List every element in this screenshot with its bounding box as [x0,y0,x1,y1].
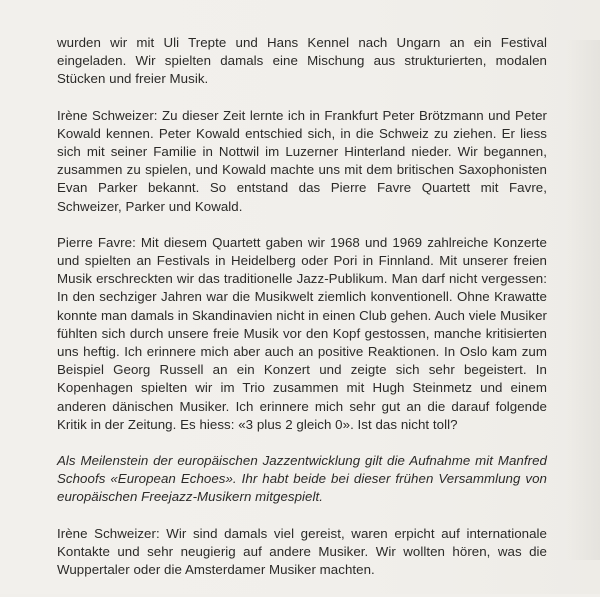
paragraph-schweizer-kowald: Irène Schweizer: Zu dieser Zeit lernte ich in Frankfurt Peter Brötzmann und Peter Kowald kennen. Peter Kowald entschied sich, in die Schweiz zu ziehen. Er liess sich mit seiner Familie in Nottwil im Luzerner Hinterland nieder. Wir begannen, zusammen zu spielen, und Kowald machte uns mit dem britischen Saxophonisten Evan Parker bekannt. So entstand das Pierre Favre Quartett mit Favre, Schweizer, Parker und Kowald. [57,107,547,214]
paragraph-favre-quartett: Pierre Favre: Mit diesem Quartett gaben wir 1968 und 1969 zahlreiche Konzerte und spielten an Festivals in Heidelberg oder Pori in Finnland. Mit unserer freien Musik erschreckten wir das traditionelle Jazz-Publikum. Man darf nicht vergessen: In den sechziger Jahren war die Musikwelt ziemlich konventionell. Ohne Krawatte konnte man damals in Skandinavien nicht in einen Club gehen. Auch viele Musiker fühlten sich durch unsere freie Musik vor den Kopf gestossen, manche kritisierten uns heftig. Ich erinnere mich aber auch an positive Reaktionen. In Oslo kam zum Beispiel Georg Russell an ein Konzert und zeigte sich sehr begeistert. In Kopenhagen spielten wir im Trio zusammen mit Hugh Steinmetz und einem anderen dänischen Musiker. Ich erinnere mich sehr gut an die darauf folgende Kritik in der Zeitung. Es hiess: «3 plus 2 gleich 0». Ist das nicht toll? [57,234,547,432]
page-gutter-shadow [566,40,600,560]
paragraph-festival-ungarn: wurden wir mit Uli Trepte und Hans Kennel nach Ungarn an ein Festival eingeladen. Wir spielten damals eine Mischung aus strukturierten, modalen Stücken und freier Musik. [57,35,547,87]
paragraph-interviewer-question: Als Meilenstein der europäischen Jazzentwicklung gilt die Aufnahme mit Manfred Schoofs «European Echoes». Ihr habt beide bei dieser frühen Versammlung von europäischen Freejazz-Musikern mitgespielt. [57,453,547,505]
interview-text-column [57,34,547,597]
paragraph-schweizer-gereist: Irène Schweizer: Wir sind damals viel gereist, waren erpicht auf internationale Kontakte und sehr neugierig auf andere Musiker. Wir wollten hören, was die Wuppertaler oder die Amsterdamer Musiker machten. [57,525,547,578]
